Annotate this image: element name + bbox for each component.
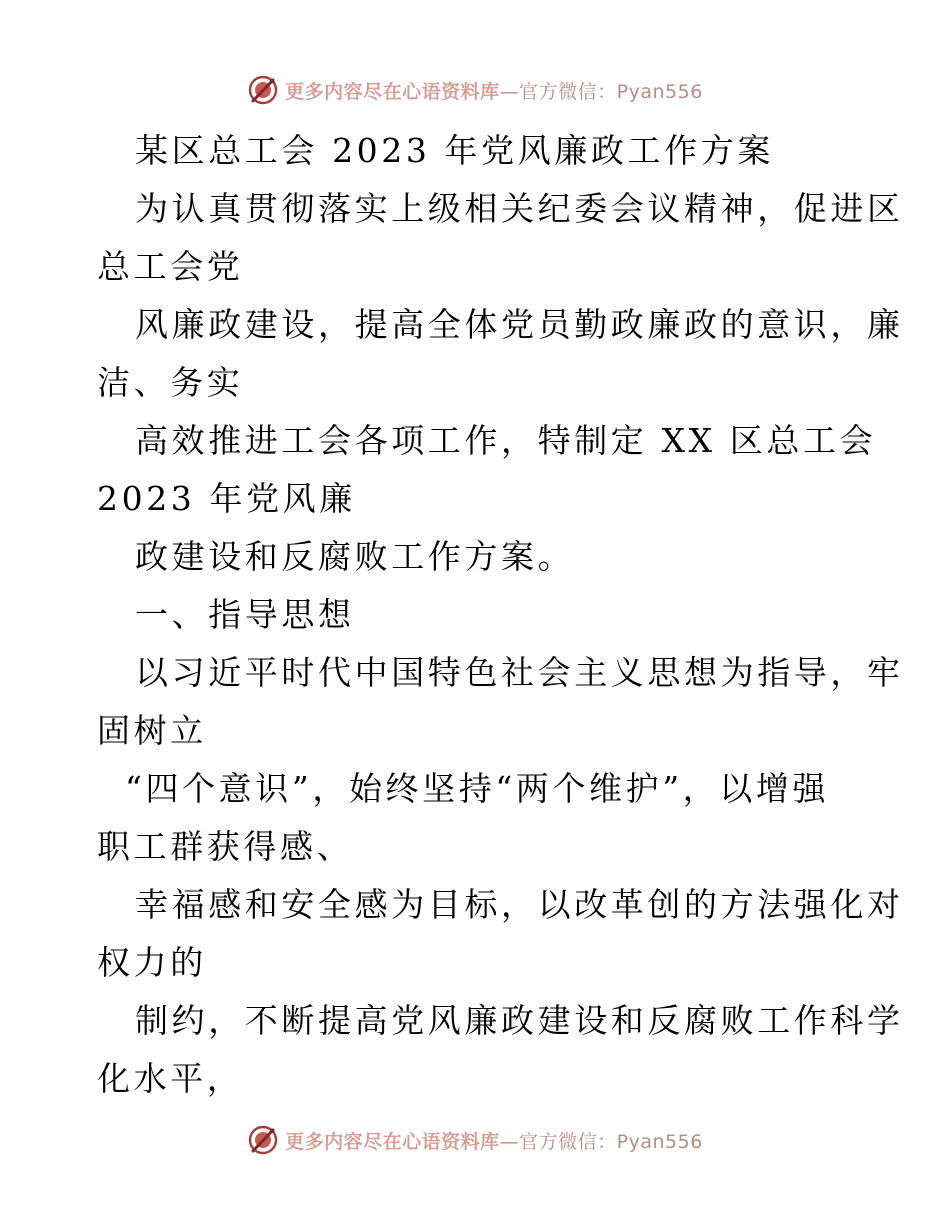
paragraph-line: 权力的	[97, 943, 207, 982]
paragraph-line: 洁、务实	[97, 363, 244, 402]
seal-pen-logo-icon	[247, 74, 279, 106]
watermark-lead: 更多内容尽在心语资料库	[285, 1130, 500, 1153]
section-heading: 一、指导思想	[135, 595, 355, 634]
paragraph-line: 职工群获得感、	[97, 827, 354, 866]
paragraph-line: 2023 年党风廉	[97, 479, 356, 518]
paragraph-line: 幸福感和安全感为目标，以改革创的方法强化对	[135, 885, 904, 924]
watermark-tail: —官方微信：Pyan556	[499, 1130, 703, 1153]
watermark-footer	[0, 1120, 950, 1160]
paragraph-line: “四个意识”，始终坚持“两个维护”，以增强	[125, 769, 830, 808]
paragraph-line: 以习近平时代中国特色社会主义思想为指导，牢	[135, 653, 904, 692]
document-title: 某区总工会 2023 年党风廉政工作方案	[135, 131, 774, 170]
paragraph-line: 风廉政建设，提高全体党员勤政廉政的意识，廉	[135, 305, 904, 344]
paragraph-line: 固树立	[97, 711, 207, 750]
seal-pen-logo-icon	[247, 1124, 279, 1156]
paragraph-line: 政建设和反腐败工作方案。	[135, 537, 575, 576]
paragraph-line: 总工会党	[97, 247, 244, 286]
paragraph-line: 化水平，	[97, 1059, 244, 1098]
watermark-header	[0, 70, 950, 110]
watermark-lead: 更多内容尽在心语资料库	[285, 80, 500, 103]
watermark-tail: —官方微信：Pyan556	[499, 80, 703, 103]
paragraph-line: 制约，不断提高党风廉政建设和反腐败工作科学	[135, 1001, 904, 1040]
paragraph-line: 为认真贯彻落实上级相关纪委会议精神，促进区	[135, 189, 904, 228]
document-body	[97, 122, 904, 1108]
watermark-text	[285, 77, 703, 104]
paragraph-line: 高效推进工会各项工作，特制定 XX 区总工会	[135, 421, 877, 460]
watermark-text	[285, 1127, 703, 1154]
